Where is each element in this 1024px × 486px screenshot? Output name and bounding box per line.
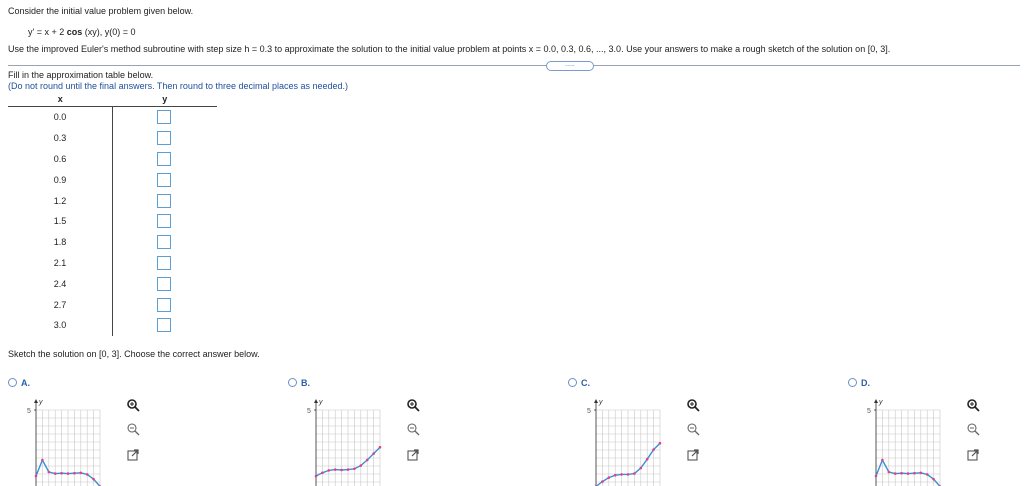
- equation-fn: cos: [66, 27, 83, 37]
- y-tick-label: 5: [307, 408, 311, 415]
- zoom-in-icon[interactable]: [966, 398, 980, 412]
- data-point: [67, 472, 70, 475]
- solution-graph: [568, 396, 678, 486]
- y-tick-label: 5: [867, 408, 871, 415]
- data-point: [54, 472, 57, 475]
- y-answer-input[interactable]: [157, 131, 171, 145]
- data-point: [80, 472, 83, 475]
- table-row: [8, 273, 217, 294]
- y-cell: [113, 232, 218, 253]
- table-row: [8, 128, 217, 149]
- equation-lhs: y' = x + 2: [28, 27, 67, 37]
- expand-icon[interactable]: [686, 448, 700, 462]
- answer-option: [288, 378, 448, 478]
- table-row: [8, 294, 217, 315]
- y-cell: [113, 253, 218, 274]
- y-answer-input[interactable]: [157, 110, 171, 124]
- y-cell: [113, 211, 218, 232]
- option-label: C.: [581, 378, 590, 388]
- magnifier-handle: [135, 431, 139, 435]
- table-row: [8, 232, 217, 253]
- x-value: 0.6: [8, 149, 113, 170]
- zoom-in-icon[interactable]: [126, 398, 140, 412]
- y-answer-input[interactable]: [157, 277, 171, 291]
- answer-option: [568, 378, 728, 478]
- y-cell: [113, 128, 218, 149]
- y-answer-input[interactable]: [157, 194, 171, 208]
- x-value: 1.8: [8, 232, 113, 253]
- data-point: [73, 472, 76, 475]
- data-point: [321, 472, 324, 475]
- x-value: 2.1: [8, 253, 113, 274]
- y-cell: [113, 169, 218, 190]
- data-point: [92, 478, 95, 481]
- x-value: 2.4: [8, 273, 113, 294]
- data-point: [881, 459, 884, 462]
- y-answer-input[interactable]: [157, 173, 171, 187]
- option-radio[interactable]: [848, 378, 857, 387]
- x-value: 0.3: [8, 128, 113, 149]
- equation-rhs: (xy), y(0) = 0: [82, 27, 136, 37]
- data-point: [86, 473, 89, 476]
- data-point: [907, 472, 910, 475]
- x-value: 2.7: [8, 294, 113, 315]
- zoom-out-icon[interactable]: [126, 422, 140, 436]
- zoom-in-icon[interactable]: [406, 398, 420, 412]
- data-point: [640, 467, 643, 470]
- table-row: [8, 211, 217, 232]
- table-row: [8, 149, 217, 170]
- magnifier-handle: [415, 407, 419, 411]
- y-axis-arrow: [34, 399, 38, 403]
- y-axis-label: y: [599, 399, 603, 406]
- data-point: [926, 473, 929, 476]
- data-point: [646, 458, 649, 461]
- y-answer-input[interactable]: [157, 298, 171, 312]
- y-cell: [113, 273, 218, 294]
- solution-graph: [288, 396, 398, 486]
- data-point: [888, 471, 891, 474]
- magnifier-handle: [975, 407, 979, 411]
- magnifier-handle: [415, 431, 419, 435]
- y-cell: [113, 107, 218, 128]
- data-point: [932, 478, 935, 481]
- x-value: 3.0: [8, 315, 113, 336]
- data-point: [379, 446, 382, 449]
- y-cell: [113, 149, 218, 170]
- answer-option: [848, 378, 1008, 478]
- zoom-in-icon[interactable]: [686, 398, 700, 412]
- data-point: [334, 468, 337, 471]
- y-header: y: [113, 92, 218, 107]
- magnifier-handle: [695, 431, 699, 435]
- data-point: [913, 472, 916, 475]
- y-axis-arrow: [594, 399, 598, 403]
- rounding-note: (Do not round until the final answers. Then round to three decimal places as needed.): [8, 81, 349, 91]
- solution-graph: [848, 396, 958, 486]
- data-point: [366, 459, 369, 462]
- option-radio[interactable]: [288, 378, 297, 387]
- option-label: B.: [301, 378, 310, 388]
- data-point: [875, 475, 878, 478]
- data-point: [41, 459, 44, 462]
- table-row: [8, 107, 217, 128]
- data-point: [48, 471, 51, 474]
- zoom-out-icon[interactable]: [686, 422, 700, 436]
- data-point: [633, 472, 636, 475]
- x-value: 0.0: [8, 107, 113, 128]
- approximation-table: [8, 92, 217, 336]
- y-axis-arrow: [314, 399, 318, 403]
- y-cell: [113, 190, 218, 211]
- y-axis-label: y: [879, 399, 883, 406]
- table-row: [8, 190, 217, 211]
- magnifier-handle: [695, 407, 699, 411]
- data-point: [614, 474, 617, 477]
- expand-icon[interactable]: [126, 448, 140, 462]
- y-tick-label: 5: [587, 408, 591, 415]
- table-row: [8, 253, 217, 274]
- data-point: [900, 472, 903, 475]
- sketch-prompt: Sketch the solution on [0, 3]. Choose the correct answer below.: [8, 349, 260, 359]
- magnifier-handle: [135, 407, 139, 411]
- expand-icon[interactable]: [966, 448, 980, 462]
- y-answer-input[interactable]: [157, 235, 171, 249]
- fill-in-label: Fill in the approximation table below.: [8, 70, 154, 80]
- data-point: [353, 468, 356, 471]
- data-point: [60, 472, 63, 475]
- data-point: [920, 472, 923, 475]
- option-label: A.: [21, 378, 30, 388]
- y-tick-label: 5: [27, 408, 31, 415]
- data-point: [315, 475, 318, 478]
- x-value: 1.5: [8, 211, 113, 232]
- option-label: D.: [861, 378, 870, 388]
- option-radio[interactable]: [568, 378, 577, 387]
- data-point: [360, 464, 363, 467]
- problem-intro: Consider the initial value problem given below.: [8, 6, 194, 16]
- data-point: [894, 472, 897, 475]
- more-button[interactable]: .....: [546, 61, 594, 71]
- data-point: [35, 475, 38, 478]
- data-point: [659, 442, 662, 445]
- data-point: [652, 448, 655, 451]
- option-radio[interactable]: [8, 378, 17, 387]
- answer-option: [8, 378, 168, 478]
- zoom-out-icon[interactable]: [966, 422, 980, 436]
- y-answer-input[interactable]: [157, 152, 171, 166]
- x-value: 0.9: [8, 169, 113, 190]
- y-axis-arrow: [874, 399, 878, 403]
- y-answer-input[interactable]: [157, 318, 171, 332]
- y-axis-label: y: [319, 399, 323, 406]
- data-point: [627, 473, 630, 476]
- expand-icon[interactable]: [406, 448, 420, 462]
- zoom-out-icon[interactable]: [406, 422, 420, 436]
- data-point: [620, 473, 623, 476]
- solution-graph: [8, 396, 118, 486]
- y-answer-input[interactable]: [157, 214, 171, 228]
- x-value: 1.2: [8, 190, 113, 211]
- data-point: [608, 476, 611, 479]
- table-row: [8, 315, 217, 336]
- table-row: [8, 169, 217, 190]
- magnifier-handle: [975, 431, 979, 435]
- y-cell: [113, 315, 218, 336]
- data-point: [328, 469, 331, 472]
- data-point: [372, 452, 375, 455]
- y-cell: [113, 294, 218, 315]
- data-point: [347, 468, 350, 471]
- differential-equation: [28, 27, 136, 37]
- problem-instructions: Use the improved Euler's method subroutine with step size h = 0.3 to approximate the solution to the initial value problem at points x = 0.0, 0.3, 0.6, ..., 3.0. Use your answers to make a rough sketch of the solution on [0, 3].: [8, 44, 891, 54]
- y-axis-label: y: [39, 399, 43, 406]
- data-point: [340, 469, 343, 472]
- x-header: x: [8, 92, 113, 107]
- y-answer-input[interactable]: [157, 256, 171, 270]
- divider: [8, 65, 1020, 66]
